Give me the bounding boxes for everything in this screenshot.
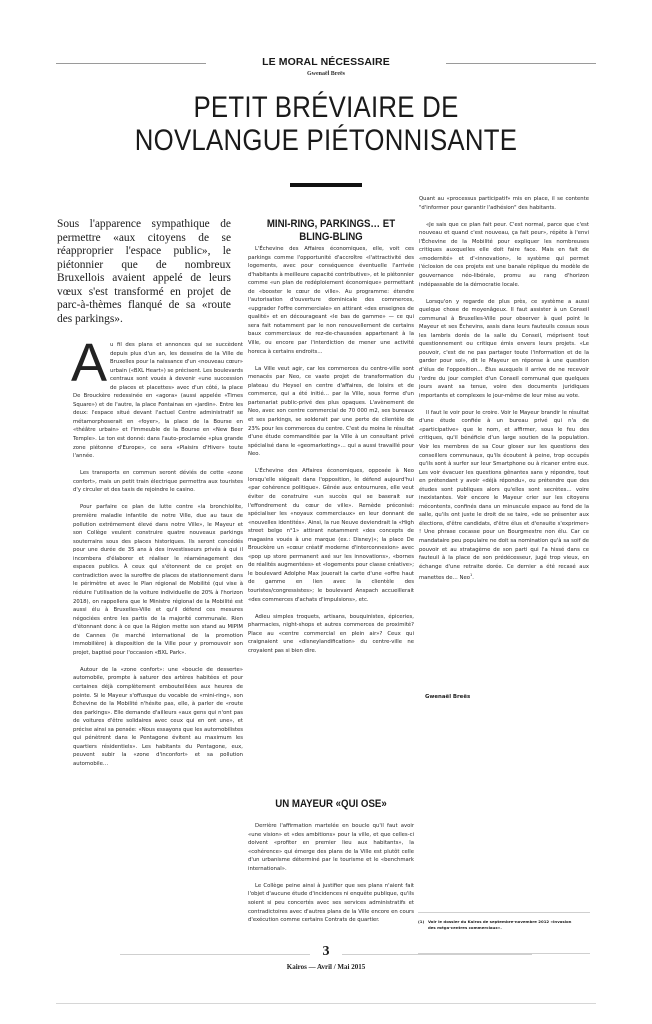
title-rule: [290, 183, 362, 187]
issue-line: Kairos — Avril / Mai 2015: [286, 963, 366, 971]
paragraph: Lorsqu'on y regarde de plus près, ce système a aussi quelque chose de moyenâgeux. Il faut assister à un Conseil communal à Bruxelles-Ville pour observer à quel point le Mayeur et ses Échevins, assis dans leurs fauteuils cossus sous les lambris dorés de la salle du Conseil, méprisent tout questionnement ou critique émis envers leurs projets. «Le pouvoir, c'est de ne pas partager toute l'information et de la garder pour soi», dit le Mayeur en réponse à une question d'élus de l'opposition… Élus auxquels il arrive de ne recevoir l'ordre du jour complet d'un Conseil communal que quelques jours avant sa tenue, voire des documents juridiques importants et complexes le jour-même de leur mise au vote.: [419, 298, 589, 399]
paragraph: Autour de la «zone confort»: une «boucle de desserte» automobile, prompte à saturer des artères habitées et pour certaines déjà complètement embouteillées aux heures de pointe. Si le Mayeur s'offusque du vocable de «mini-ring», son Échevine de la Mobilité n'hésite pas, elle, à parler de «route des parkings». Elle demande d'ailleurs «aux gens qui n'ont pas de voitures d'être solidaires avec ceux qui en ont une», et précise ainsi sa pensée: «Nous essayons que les automobilistes qui pénètrent dans le Pentagone évitent au maximum les quartiers résidentiels». Les habitants du Pentagone, eux, peuvent subir la «zone d'inconfort» et sa pollution automobile…: [73, 666, 243, 767]
rubric-rule-right: [446, 63, 596, 64]
subheading-mini-ring: MINI-RING, PARKINGS… ET BLING-BLING: [266, 218, 396, 243]
section-rubric: [56, 56, 596, 70]
article-title: [80, 91, 572, 157]
paragraph: L'Échevine des Affaires économiques, elle, voit ces parkings comme l'opportunité d'accroître «l'attractivité des logements, avec pour conséquence éventuelle l'arrivée d'habitants à meilleure capacité contributive», et le piétonnier comme «un plan de redéploiement économique» permettant de «booster le cœur de ville». Au programme: étendre l'autorisation d'ouverture dominicale des commerces, «upgrader l'offre commerciale» en attirant «des enseignes de qualité» et en décourageant «le bas de gamme» — ce qui sera fait notamment par le non renouvellement de certains baux commerciaux de rez-de-chaussées appartenant à la Ville, ou encore par l'interdiction de mener une activité horeca à certains endroits…: [248, 246, 414, 355]
page-number: 3: [322, 944, 330, 959]
column-2: [248, 245, 414, 664]
paragraph: Adieu simples troquets, artisans, bouquinistes, épiceries, pharmacies, night-shops et autres commerces de proximité? Place au «centre commercial en plein air»? Ceux qui craignaient une «disneylandification» du centre-ville ne croyaient pas si bien dire.: [248, 613, 414, 654]
lead-paragraph: Sous l'apparence sympathique de permettre «aux citoyens de se réapproprier l'espace public», le piétonnier que de nombreux Bruxellois avaient appelé de leurs vœux s'est transformé en projet de parc-à-thèmes flanqué de sa «route des parkings».: [57, 218, 231, 325]
footnote-reference[interactable]: 1: [469, 573, 473, 578]
column-2-continued: [248, 822, 414, 933]
author-signature: Gwenaël Breës: [425, 694, 471, 700]
footnote: [418, 919, 588, 931]
title-line-2: NOVLANGUE PIÉTONNISANTE: [134, 124, 518, 157]
rubric-author: Gwenaël Breës: [306, 71, 346, 77]
paragraph: Les transports en commun seront déviés de cette «zone confort», mais un petit train électrique permettra aux touristes d'y circuler et des taxis de rejoindre le casino.: [73, 470, 243, 494]
paragraph-text: Il faut le voir pour le croire. Voir le Mayeur brandir le résultat d'une étude confiée à un bureau privé qui n'a de «participative» que le nom, et affirmer, sous le feu des critiques, qu'il bénéficie d'un large soutien de la population. Voir les membres de sa Cour gloser sur les questions des conseillers communaux, qu'ils écoutent à peine, trop occupés qu'ils sont à surfer sur leur Smartphone ou à ricaner entre eux. Les voir évacuer les questions gênantes sans y répondre, tout en prétendant y avoir «déjà répondu», ou prétendre que des études sont publiques alors qu'elles sont secrètes… voire inexistantes. Voir encore le Mayeur crier sur les citoyens mécontents, confinés dans un minuscule espace au fond de la salle, qu'ils ont juste le droit de se taire, «de se présenter aux élections, d'être candidats, d'être élus et d'ensuite s'exprimer» ! Une phrase cocasse pour un Bourgmestre non élu. Car ce mandataire peu populaire ne doit sa nomination qu'à sa soif de pouvoir et au stratagème de son parti qui l'a hissé dans ce fauteuil à la place de son prédécesseur, jugé trop vieux, en échange d'une retraite dorée. Ce dernier a été recasé aux manettes de… Neo: [419, 409, 589, 581]
column-3: [419, 195, 589, 591]
footnote-text: Voir le dossier du Kairos de septembre-novembre 2012 «Invasion des méga-centres commerciaux».: [428, 919, 572, 930]
rubric-label: LE MORAL NÉCESSAIRE: [262, 56, 390, 68]
title-line-1: PETIT BRÉVIAIRE DE: [193, 91, 459, 124]
paragraph: Pour parfaire ce plan de lutte contre «la bronchiolite, première maladie infantile de notre Ville, due au taux de pollution extrêmement élevé dans notre Ville», le Mayeur et son Collège veulent construire quatre nouveaux parkings souterrains sous des places historiques. Ils seront concédés pour une durée de 35 ans à des investisseurs privés à qui il incombera d'élaborer et réaliser le réaménagement des espaces publics. À ceux qui s'étonnent de ce projet en contradiction avec la suroffre de places de stationnement dans le périmètre et avec le Plan régional de Mobilité (qui vise à réduire l'utilisation de la voiture individuelle de 20% à l'horizon 2018), on rappellera que le Ministre régional de la Mobilité est aussi élu à Bruxelles-Ville et qu'il défend ces mesures négociées entre les partis de la majorité communale. Rien d'étonnant donc à ce que la Région mette son stand au MIPIM de Cannes (le marché international de la promotion immobilière) à disposition de la Ville pour y promouvoir son projet, baptisé pour l'occasion «BXL Park».: [73, 504, 243, 656]
paragraph: L'Échevine des Affaires économiques, opposée à Neo lorsqu'elle siégeait dans l'opposition, le défend aujourd'hui «par cohérence politique». Gênée aux entournures, elle veut éviter de construire «un succès qui se baserait sur l'effondrement du cœur de ville». Remède préconisé: spécialiser les «noyaux commerciaux» en leur donnant de «nouvelles identités». Ainsi, la rue Neuve deviendrait la «High street belge n°1» attirant notamment «des concepts de magasins voués à une marque (ex.: Disney)»; la place De Brouckère un «cœur créatif moderne d'interconnexion» avec «pop up store permanent axé sur les innovations», «bornes de réalités augmentées» et «logements pour classe créative»; le boulevard Adolphe Max jouerait la carte d'une «offre haut de gamme en lien avec la clientèle des touristes/congressistes»; le boulevard Anspach accueillerait «des commerces d'achats d'impulsions», etc.: [248, 468, 414, 603]
paragraph: La Ville veut agir, car les commerces du centre-ville sont menacés par Neo, ce vaste projet de transformation du plateau du Heysel en centre d'affaires, de loisirs et de commerce, qui a été initié… par la Ville, sous forme d'un partenariat public-privé des plus opaques. L'avènement de Neo, avec son centre commercial de 70 000 m2, ses bureaux et ses parkings, se solderait par une perte de clientèle de 23% pour les commerces du centre. C'est du moins le résultat d'une étude commanditée par la Ville à un consultant privé spécialisé dans le «geomarketing»… qui a aussi travaillé pour Neo.: [248, 365, 414, 458]
paragraph: Le Collège peine ainsi à justifier que ses plans n'aient fait l'objet d'aucune étude d'incidences ni enquête publique, qu'ils soient si peu concertés avec ses services administratifs et contradictoires avec d'autres plans de la Ville encore en cours d'exécution comme certains Contrats de quartier.: [248, 882, 415, 924]
paragraph: [71, 333, 243, 461]
paragraph-text: u fil des plans et annonces qui se succèdent depuis plus d'un an, les desseins de la Ville de Bruxelles pour la naissance d'un «nouveau cœur» urbain («BXL Heart») se précisent. Les boulevards centraux sont voués à devenir «une succession de places et placettes» avec d'un côté, la place De Brouckère redessinée en «agora» (aussi appelée «Times Square») et de l'autre, la place Fontainas en «jardin». Entre les deux: l'espace situé devant l'actuel Centre administratif se métamorphoserait en «foyer», la place de la Bourse en «théâtre urbain» et l'immeuble de la Bourse en «New Beer Temple». Le ton est donné: dans l'auto-proclamée «plus grande zone piétonne d'Europe», ce sera «Plaisirs d'Hiver» toute l'année.: [73, 342, 243, 460]
paragraph: «Je sais que ce plan fait peur. C'est normal, parce que c'est nouveau et quand c'est nouveau, ça fait peur», répète à l'envi l'Échevine de la Mobilité pour expliquer les nombreuses critiques auxquelles elle doit faire face. Mais en fait de «modernité» et d'«innovation», le système qui permet l'éclosion de ces projets est une banale réplique du modèle de gouvernance néo-libérale, promu au rang d'horizon indépassable de la démocratie locale.: [419, 221, 589, 288]
column-1: [71, 333, 243, 777]
paragraph: Il faut le voir pour le croire. Voir le Mayeur brandir le résultat d'une étude confiée à un bureau privé qui n'a de «participative» que le nom, et affirmer, sous le feu des critiques, qu'il bénéficie d'un large soutien de la population. Voir les membres de sa Cour gloser sur les questions des conseillers communaux, qu'ils écoutent à peine, trop occupés qu'ils sont à surfer sur leur Smartphone ou à ricaner entre eux. Les voir évacuer les questions gênantes sans y répondre, tout en prétendant y avoir «déjà répondu», ou prétendre que des études sont publiques alors qu'elles sont secrètes… voire inexistantes. Voir encore le Mayeur crier sur les citoyens mécontents, confinés dans un minuscule espace au fond de la salle, qu'ils ont juste le droit de se taire, «de se présenter aux élections, d'être candidats, d'être élus et d'ensuite s'exprimer» ! Une phrase cocasse pour un Bourgmestre non élu. Car ce mandataire peu populaire ne doit sa nomination qu'à sa soif de pouvoir et au stratagème de son parti qui l'a hissé dans ce fauteuil à la place de son prédécesseur, jugé trop vieux, en échange d'une retraite dorée. Ce dernier a été recasé aux manettes de… Neo$^1$.: [419, 409, 589, 581]
footnote-number: (1): [418, 919, 425, 924]
drop-cap: A: [71, 333, 108, 393]
subheading-un-mayeur: UN MAYEUR «QUI OSE»: [275, 798, 387, 810]
footnote-rule-top: [418, 912, 590, 913]
paragraph: Quant au «processus participatif» mis en place, il se contente "d'informer pour garantir l'adhésion" des habitants.: [419, 196, 589, 211]
bottom-rule: [56, 1003, 596, 1004]
paragraph: Derrière l'affirmation martelée en boucle qu'il faut avoir «une vision» et «des ambitions» pour la ville, et que celles-ci doivent «profiter en premier lieu aux habitants», la «cohérence» qui émerge des plans de la Ville est plutôt celle d'un urbanisme déterminé par le tourisme et le «benchmark international».: [248, 823, 414, 872]
